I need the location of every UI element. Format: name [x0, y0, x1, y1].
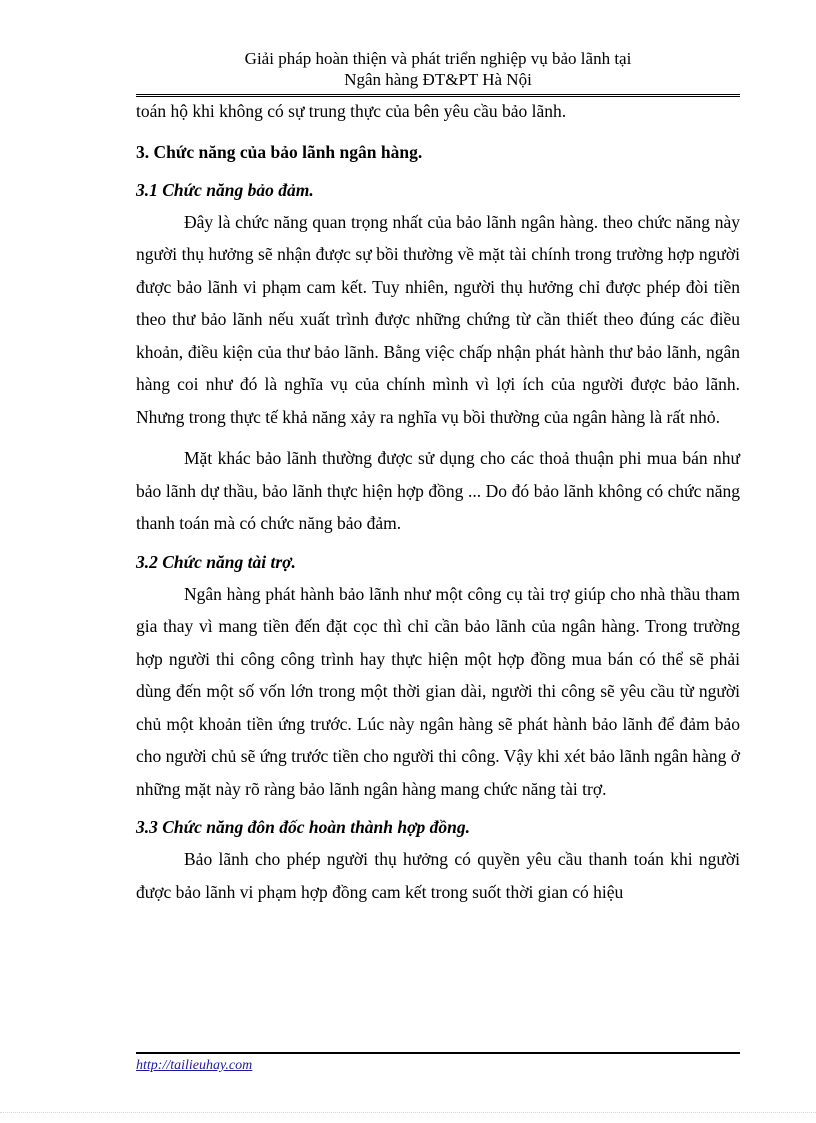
continuation-paragraph: toán hộ khi không có sự trung thực của bên yêu cầu bảo lãnh.: [136, 101, 567, 121]
section-3-heading: 3. Chức năng của bảo lãnh ngân hàng.: [136, 141, 423, 162]
document-body: [136, 95, 740, 908]
section-3-1-paragraph-2: Mặt khác bảo lãnh thường được sử dụng cho các thoả thuận phi mua bán như bảo lãnh dự thầu, bảo lãnh thực hiện hợp đồng ... Do đó bảo lãnh không có chức năng thanh toán mà có chức năng bảo đảm.: [136, 448, 740, 533]
footer-divider: [136, 1052, 740, 1054]
page-edge-divider: [0, 1112, 816, 1113]
section-3-2-paragraph-1: Ngân hàng phát hành bảo lãnh như một công cụ tài trợ giúp cho nhà thầu tham gia thay vì mang tiền đến đặt cọc thì chỉ cần bảo lãnh của ngân hàng. Trong trường hợp người thi công công trình hay thực hiện một hợp đồng mua bán có thể sẽ phải dùng đến một số vốn lớn trong một thời gian dài, người thi công sẽ yêu cầu từ người chủ một khoản tiền ứng trước. Lúc này ngân hàng sẽ phát hành bảo lãnh để đảm bảo cho người chủ sẽ ứng trước tiền cho người thi công. Vậy khi xét bảo lãnh ngân hàng ở những mặt này rõ ràng bảo lãnh ngân hàng mang chức năng tài trợ.: [136, 583, 740, 799]
section-3-3-heading: 3.3 Chức năng đôn đốc hoàn thành hợp đồng.: [136, 817, 471, 837]
footer-link[interactable]: http://tailieuhay.com: [136, 1058, 253, 1073]
header-title-line1: Giải pháp hoàn thiện và phát triển nghiệp vụ bảo lãnh tại: [244, 49, 632, 68]
section-3-1-paragraph-1: Đây là chức năng quan trọng nhất của bảo lãnh ngân hàng. theo chức năng này người thụ hưởng sẽ nhận được sự bồi thường về mặt tài chính trong trường hợp người được bảo lãnh vi phạm cam kết. Tuy nhiên, người thụ hưởng chỉ được phép đòi tiền theo thư bảo lãnh nếu xuất trình được những chứng từ cần thiết theo đúng các điều khoản, điều kiện của thư bảo lãnh. Bằng việc chấp nhận phát hành thư bảo lãnh, ngân hàng coi như đó là nghĩa vụ của chính mình vì lợi ích của người được bảo lãnh. Nhưng trong thực tế khả năng xảy ra nghĩa vụ bồi thường của ngân hàng là rất nhỏ.: [136, 211, 740, 427]
section-3-2-heading: 3.2 Chức năng tài trợ.: [136, 551, 296, 572]
section-3-1-heading: 3.1 Chức năng bảo đảm.: [136, 179, 314, 200]
section-3-3-paragraph-1: Bảo lãnh cho phép người thụ hưởng có quyền yêu cầu thanh toán khi người được bảo lãnh vi phạm hợp đồng cam kết trong suốt thời gian có hiệu: [136, 849, 740, 902]
header-title-line2: Ngân hàng ĐT&PT Hà Nội: [344, 70, 532, 89]
page-header: [136, 48, 740, 90]
